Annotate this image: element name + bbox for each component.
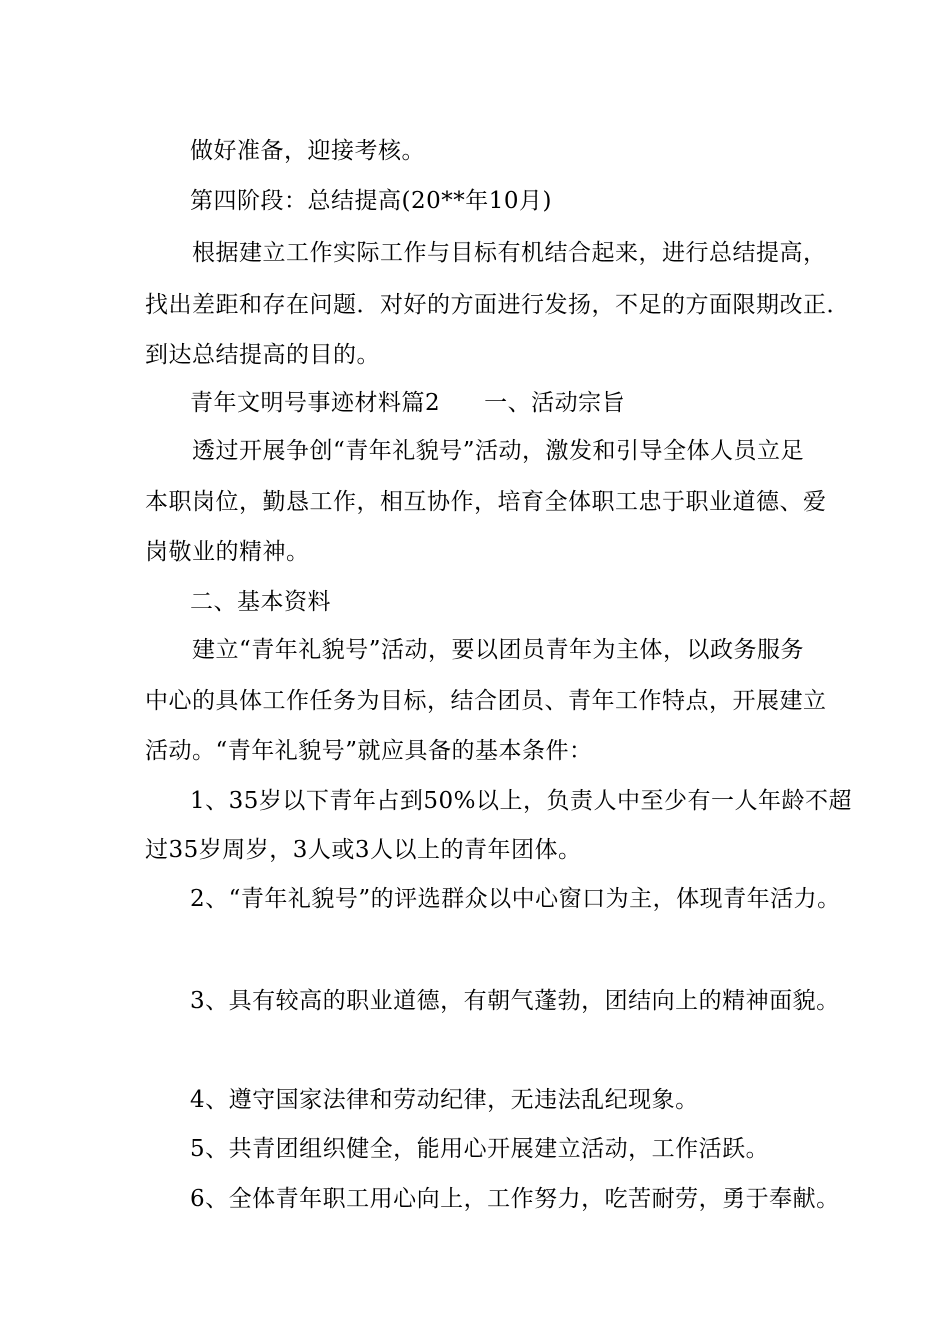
list-item-3: 3、具有较高的职业道德，有朝气蓬勃，团结向上的精神面貌。 (190, 988, 840, 1014)
list-item-5: 5、共青团组织健全，能用心开展建立活动，工作活跃。 (190, 1136, 770, 1162)
paragraph-summary-line-2: 找出差距和存在问题．对好的方面进行发扬，不足的方面限期改正． (145, 292, 850, 318)
paragraph-purpose-line-1: 透过开展争创“青年礼貌号”活动，激发和引导全体人员立足 (192, 438, 805, 464)
paragraph-summary-line-3: 到达总结提高的目的。 (145, 342, 380, 368)
list-item-6: 6、全体青年职工用心向上，工作努力，吃苦耐劳，勇于奉献。 (190, 1186, 840, 1212)
paragraph-basic-line-2: 中心的具体工作任务为目标，结合团员、青年工作特点，开展建立 (145, 688, 827, 714)
section-purpose-title: 一、活动宗旨 (484, 390, 626, 416)
paragraph-basic-line-3: 活动。“青年礼貌号”就应具备的基本条件： (145, 738, 593, 764)
list-item-2: 2、“青年礼貌号”的评选群众以中心窗口为主，体现青年活力。 (190, 886, 841, 912)
heading-stage-four: 第四阶段：总结提高(20**年10月) (190, 188, 552, 214)
list-item-4: 4、遵守国家法律和劳动纪律，无违法乱纪现象。 (190, 1087, 699, 1113)
article-title: 青年文明号事迹材料篇2 (190, 390, 441, 416)
paragraph-purpose-line-2: 本职岗位，勤恳工作，相互协作，培育全体职工忠于职业道德、爱 (145, 489, 827, 515)
paragraph-purpose-line-3: 岗敬业的精神。 (145, 539, 310, 565)
list-item-1-line-2: 过35岁周岁，3人或3人以上的青年团体。 (145, 837, 582, 863)
heading-basic-info: 二、基本资料 (190, 589, 331, 615)
paragraph-basic-line-1: 建立“青年礼貌号”活动，要以团员青年为主体，以政务服务 (192, 637, 805, 663)
heading-article-two (190, 388, 625, 418)
paragraph-preparation: 做好准备，迎接考核。 (190, 138, 425, 164)
paragraph-summary-line-1: 根据建立工作实际工作与目标有机结合起来，进行总结提高， (192, 240, 827, 266)
list-item-1-line-1: 1、35岁以下青年占到50%以上，负责人中至少有一人年龄不超 (190, 788, 853, 814)
